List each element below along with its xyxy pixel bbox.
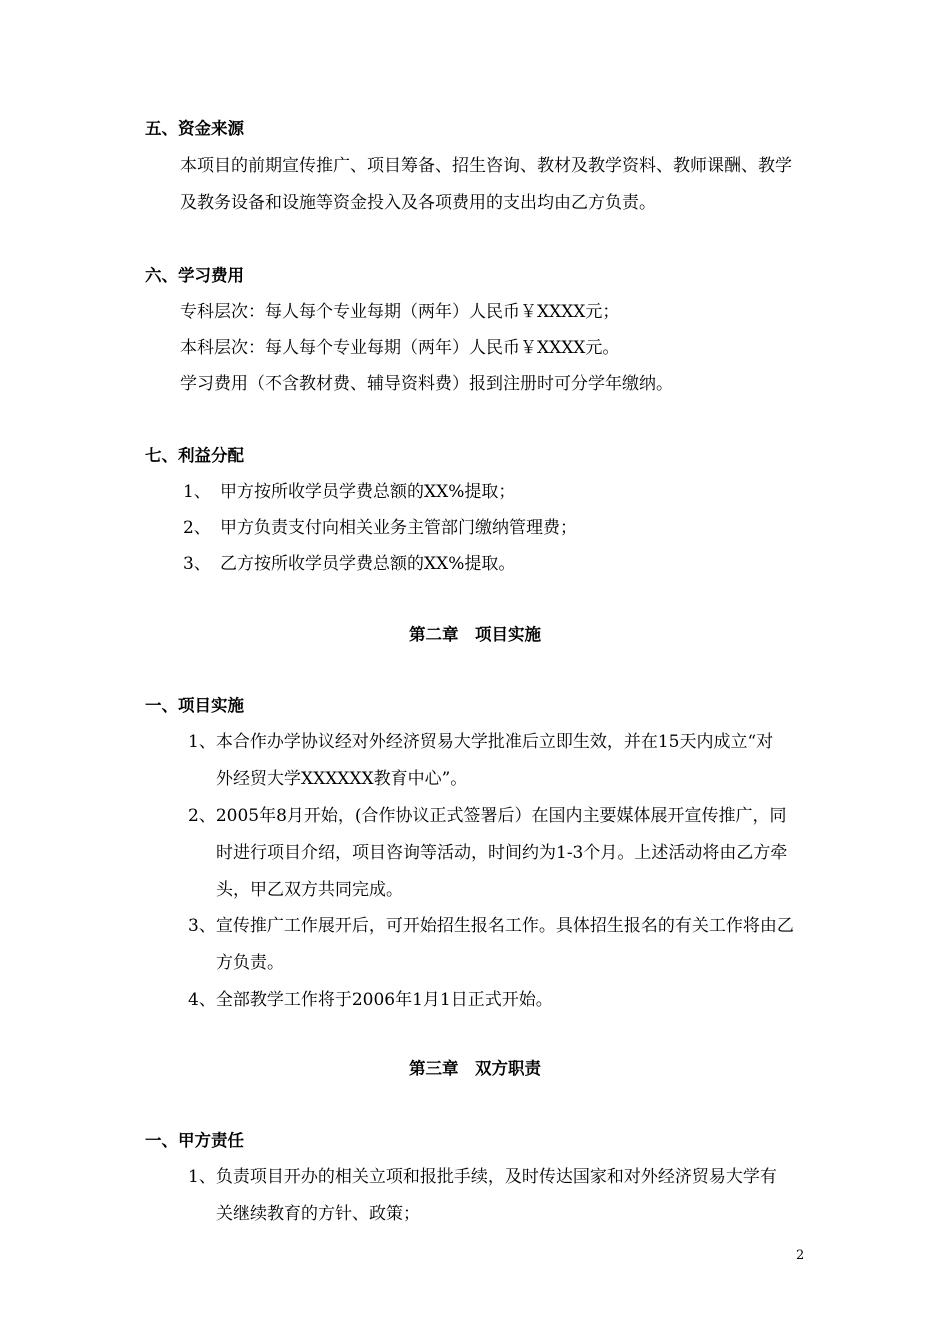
section-6-line-2: 本科层次：每人每个专业每期（两年）人民币￥XXXX元。 <box>180 338 620 358</box>
section-7-item-1-text: 甲方按所收学员学费总额的XX%提取； <box>220 482 516 502</box>
section-5-line-1: 本项目的前期宣传推广、项目筹备、招生咨询、教材及教学资料、教师课酬、教学 <box>180 156 792 176</box>
section-6-line-3: 学习费用（不含教材费、辅导资料费）报到注册时可分学年缴纳。 <box>180 374 673 394</box>
chapter-3-item-1-line-1: 1、负责项目开办的相关立项和报批手续，及时传达国家和对外经济贸易大学有 <box>188 1167 777 1187</box>
chapter-3-title: 第三章 双方职责 <box>409 1059 541 1078</box>
chapter-2-item-4: 4、全部教学工作将于2006年1月1日正式开始。 <box>188 990 553 1010</box>
section-5-line-2: 及教务设备和设施等资金投入及各项费用的支出均由乙方负责。 <box>180 193 656 213</box>
section-7-heading: 七、利益分配 <box>145 446 244 465</box>
section-7-item-2-text: 甲方负责支付向相关业务主管部门缴纳管理费； <box>220 518 577 538</box>
chapter-2-item-3-line-1: 3、宣传推广工作展开后，可开始招生报名工作。具体招生报名的有关工作将由乙 <box>188 916 794 936</box>
section-5-heading: 五、资金来源 <box>145 119 244 138</box>
chapter-2-item-1-line-1: 1、本合作办学协议经对外经济贸易大学批准后立即生效，并在15天内成立“对 <box>188 732 774 752</box>
section-7-item-3-text: 乙方按所收学员学费总额的XX%提取。 <box>220 554 516 574</box>
chapter-2-item-3-line-2: 方负责。 <box>216 953 284 973</box>
chapter-2-title: 第二章 项目实施 <box>409 625 541 644</box>
chapter-2-item-1-line-2: 外经贸大学XXXXXX教育中心”。 <box>216 769 468 789</box>
chapter-3-section-1-heading: 一、甲方责任 <box>145 1131 244 1150</box>
section-6-heading: 六、学习费用 <box>145 266 244 285</box>
section-7-item-1-num: 1、 <box>183 482 211 502</box>
chapter-3-item-1-line-2: 关继续教育的方针、政策； <box>216 1204 420 1224</box>
chapter-2-section-1-heading: 一、项目实施 <box>145 696 244 715</box>
chapter-2-item-2-line-3: 头，甲乙双方共同完成。 <box>216 880 403 900</box>
chapter-2-item-2-line-1: 2、2005年8月开始，(合作协议正式签署后）在国内主要媒体展开宣传推广，同 <box>188 806 787 826</box>
section-6-line-1: 专科层次：每人每个专业每期（两年）人民币￥XXXX元； <box>180 302 620 322</box>
chapter-2-item-2-line-2: 时进行项目介绍，项目咨询等活动，时间约为1-3个月。上述活动将由乙方牵 <box>216 843 788 863</box>
section-7-item-3-num: 3、 <box>183 554 211 574</box>
section-7-item-2-num: 2、 <box>183 518 211 538</box>
page-number: 2 <box>796 1248 805 1263</box>
